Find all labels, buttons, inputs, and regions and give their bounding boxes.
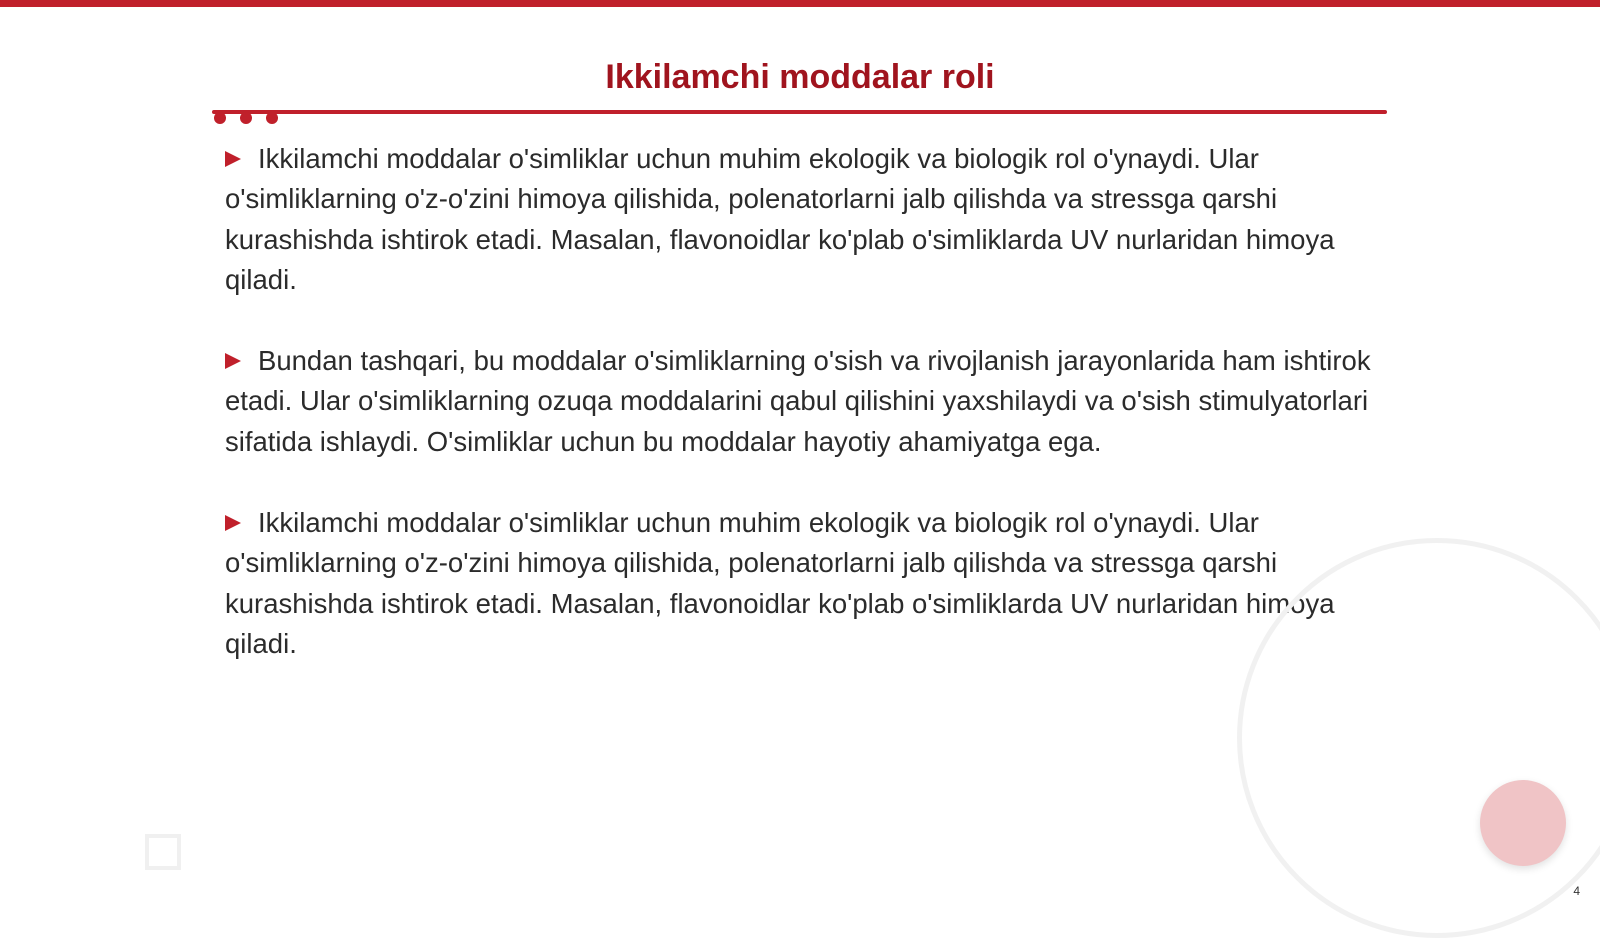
bullet-list xyxy=(225,139,1390,705)
bullet-item xyxy=(225,341,1390,462)
decor-dot xyxy=(266,112,278,124)
top-accent-bar xyxy=(0,0,1600,7)
decor-dot xyxy=(240,112,252,124)
bullet-text: Ikkilamchi moddalar o'simliklar uchun muhim ekologik va biologik rol o'ynaydi. Ular o'simliklarning o'z-o'zini himoya qilishida, polenatorlarni jalb qilishda va stressga qarshi kurashishda ishtirok etadi. Masalan, flavonoidlar ko'plab o'simliklarda UV nurlaridan himoya qiladi. xyxy=(225,507,1335,659)
bullet-text: Ikkilamchi moddalar o'simliklar uchun muhim ekologik va biologik rol o'ynaydi. Ular o'simliklarning o'z-o'zini himoya qilishida, polenatorlarni jalb qilishda va stressga qarshi kurashishda ishtirok etadi. Masalan, flavonoidlar ko'plab o'simliklarda UV nurlaridan himoya qiladi. xyxy=(225,143,1335,295)
bullet-item xyxy=(225,139,1390,300)
title-underline xyxy=(212,110,1387,114)
slide-title: Ikkilamchi moddalar roli xyxy=(605,58,995,96)
triangle-bullet-icon xyxy=(225,151,241,167)
bullet-text: Bundan tashqari, bu moddalar o'simliklarning o'sish va rivojlanish jarayonlarida ham ishtirok etadi. Ular o'simliklarning ozuqa moddalarini qabul qilishini yaxshilaydi va o'sish stimulyatorlari sifatida ishlaydi. O'simliklar uchun bu moddalar hayotiy ahamiyatga ega. xyxy=(225,345,1371,457)
triangle-bullet-icon xyxy=(225,353,241,369)
bullet-item xyxy=(225,503,1390,664)
decorative-pink-circle xyxy=(1480,780,1566,866)
page-number: 4 xyxy=(1573,884,1580,898)
decor-dot xyxy=(214,112,226,124)
decorative-square xyxy=(145,834,181,870)
triangle-bullet-icon xyxy=(225,515,241,531)
